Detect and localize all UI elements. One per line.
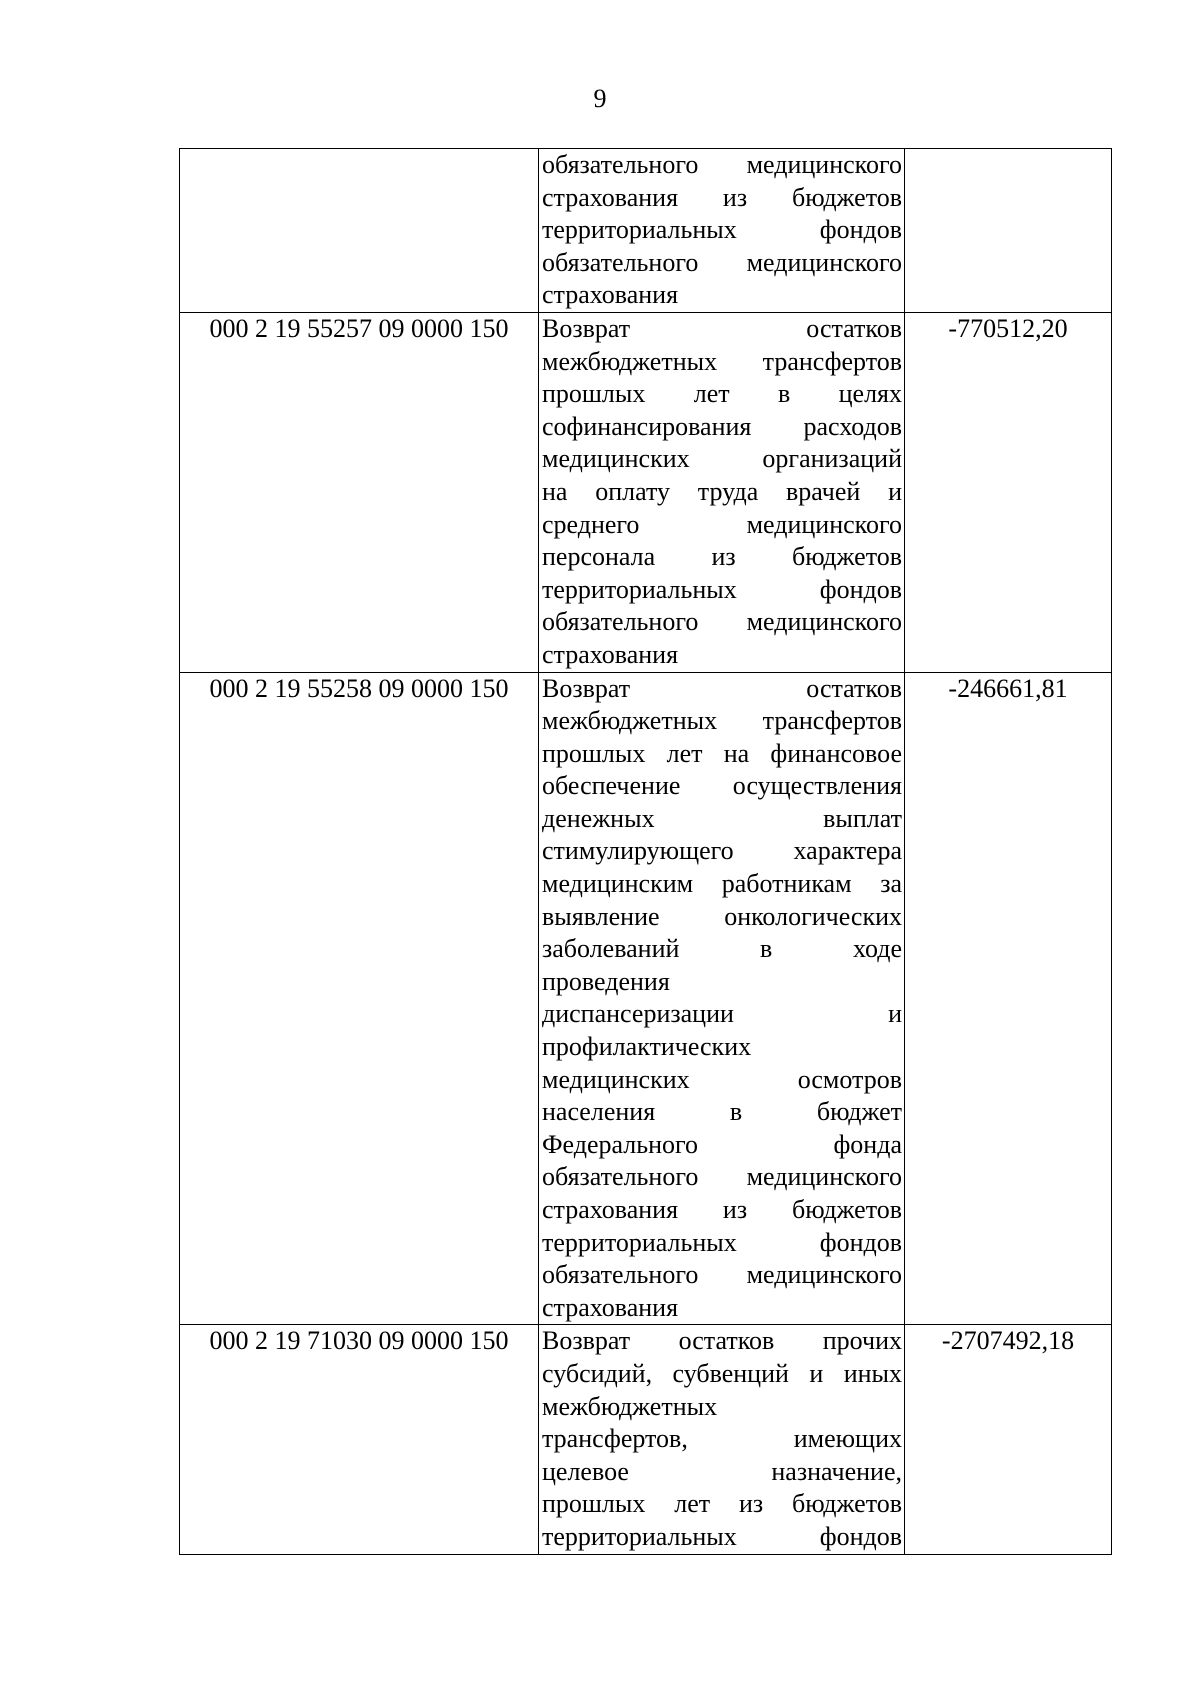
amount-cell [905, 149, 1112, 313]
description-cell [539, 672, 905, 1325]
description-line: территориальных фондов [542, 1521, 902, 1551]
table-row [180, 312, 1112, 672]
amount-cell: -246661,81 [905, 672, 1112, 1325]
description-line: Возврат остатков [542, 313, 902, 343]
description-line: трансфертов, имеющих [542, 1424, 902, 1454]
description-line: межбюджетных [542, 1391, 718, 1421]
description-line: межбюджетных трансфертов [542, 706, 902, 736]
description-line: проведения [542, 966, 670, 996]
description-line: медицинских осмотров [542, 1064, 902, 1094]
code-cell [180, 149, 539, 313]
description-line: страхования из бюджетов [542, 1195, 902, 1224]
description-line: диспансеризации и [542, 999, 902, 1029]
description-line: страхования [542, 280, 679, 310]
description-line: обязательного медицинского [542, 150, 902, 179]
description-line: среднего медицинского [542, 509, 902, 539]
description-line: прошлых лет в целях [542, 379, 902, 409]
code-cell: 000 2 19 71030 09 0000 150 [180, 1325, 539, 1554]
description-cell [539, 312, 905, 672]
description-cell [539, 149, 905, 313]
description-line: софинансирования расходов [542, 411, 902, 441]
description-line: Возврат остатков прочих [542, 1326, 902, 1356]
description-line: обязательного медицинского [542, 247, 902, 277]
description-line: выявление онкологических [542, 901, 902, 931]
description-line: территориальных фондов [542, 215, 902, 245]
description-line: обеспечение осуществления [542, 771, 902, 801]
table-row [180, 149, 1112, 313]
description-line: территориальных фондов [542, 574, 902, 604]
description-line: медицинских организаций [542, 444, 902, 474]
description-line: стимулирующего характера [542, 836, 902, 866]
description-line: денежных выплат [542, 803, 902, 833]
description-cell [539, 1325, 905, 1554]
description-line: страхования [542, 639, 679, 669]
description-line: обязательного медицинского [542, 1260, 902, 1290]
description-line: субсидий, субвенций и иных [542, 1358, 902, 1388]
description-line: обязательного медицинского [542, 607, 902, 637]
code-cell: 000 2 19 55257 09 0000 150 [180, 312, 539, 672]
description-line: заболеваний в ходе [542, 934, 902, 964]
description-line: населения в бюджет [542, 1097, 902, 1127]
description-line: межбюджетных трансфертов [542, 346, 902, 376]
description-line: страхования из бюджетов [542, 182, 902, 212]
description-line: Возврат остатков [542, 673, 902, 703]
description-line: прошлых лет из бюджетов [542, 1489, 902, 1519]
code-cell: 000 2 19 55258 09 0000 150 [180, 672, 539, 1325]
table-row [180, 1325, 1112, 1554]
description-line: на оплату труда врачей и [542, 476, 902, 506]
description-line: обязательного медицинского [542, 1162, 902, 1192]
description-line: Федерального фонда [542, 1129, 902, 1159]
description-line: прошлых лет на финансовое [542, 738, 902, 768]
description-line: профилактических [542, 1032, 752, 1062]
amount-cell: -770512,20 [905, 312, 1112, 672]
description-line: персонала из бюджетов [542, 542, 902, 572]
table-row [180, 672, 1112, 1325]
description-line: территориальных фондов [542, 1227, 902, 1257]
description-line: страхования [542, 1292, 679, 1322]
page-number: 9 [593, 84, 607, 113]
description-line: медицинским работникам за [542, 869, 902, 899]
budget-table [179, 148, 1112, 1555]
description-line: целевое назначение, [542, 1456, 902, 1486]
amount-cell: -2707492,18 [905, 1325, 1112, 1554]
